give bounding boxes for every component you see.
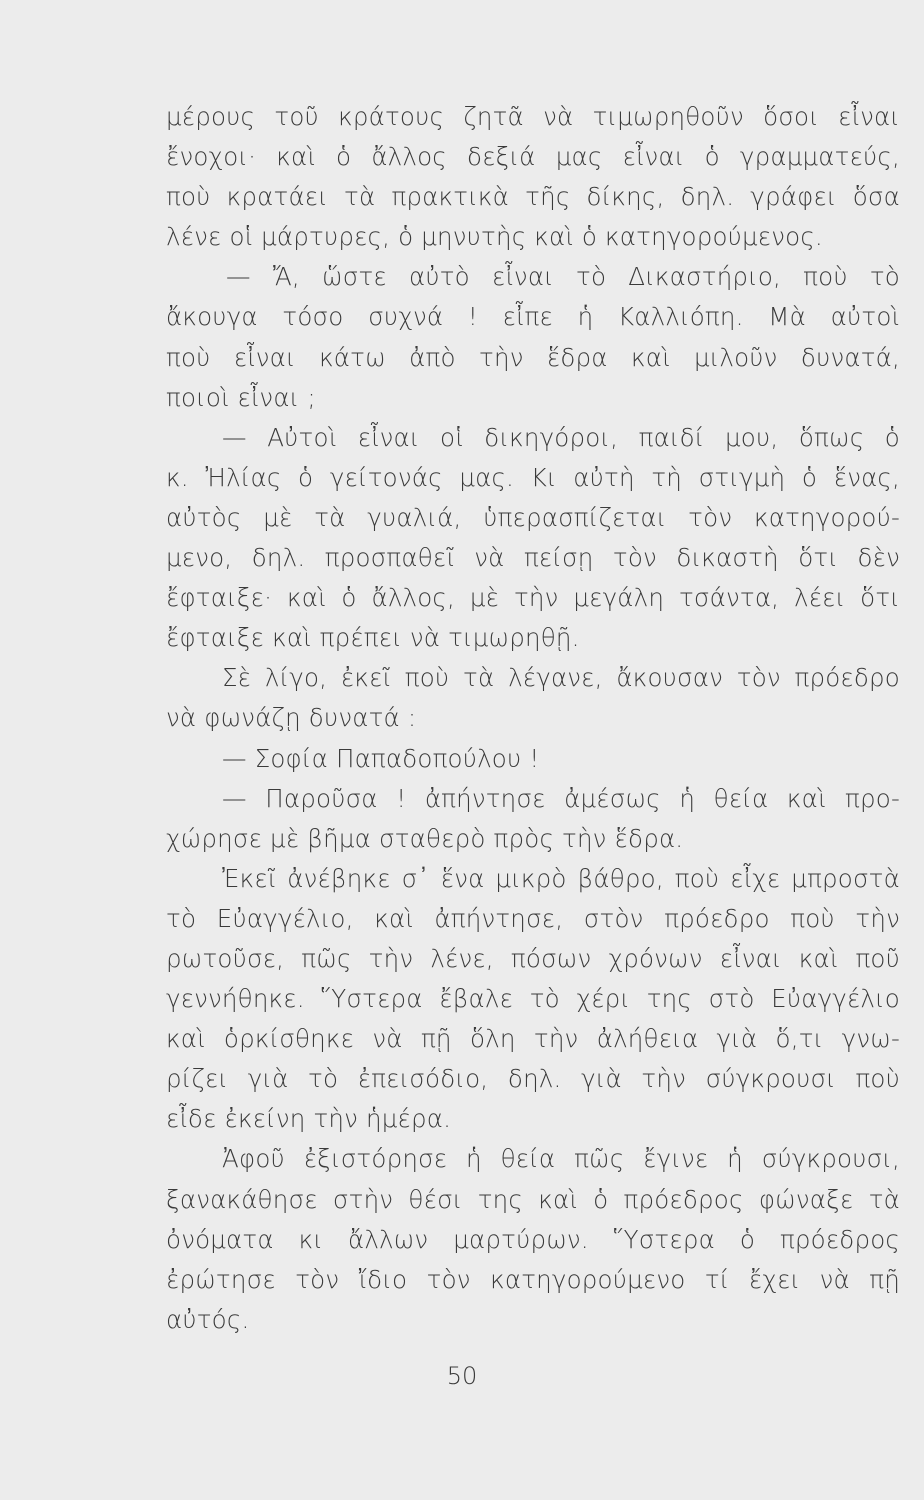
text-line: ἐρώτησε τὸν ἴδιο τὸν κατηγορούμενο τί ἔχει νὰ πῇ <box>166 1264 900 1294</box>
text-line: — Αὐτοὶ εἶναι οἱ δικηγόροι, παιδί μου, ὅπως ὁ <box>222 422 900 452</box>
text-line: μέρους τοῦ κράτους ζητᾶ νὰ τιμωρηθοῦν ὅσοι εἶναι <box>166 102 900 131</box>
text-line: αὐτός. <box>166 1304 250 1334</box>
text-line: — Παροῦσα ! ἀπήντησε ἀμέσως ἡ θεία καὶ προ- <box>222 783 900 813</box>
text-line: Ἀφοῦ ἐξιστόρησε ἡ θεία πῶς ἔγινε ἡ σύγκρουσι, <box>222 1144 900 1174</box>
text-line: ἔφταιξε καὶ πρέπει νὰ τιμωρηθῇ. <box>166 623 580 653</box>
text-line: μενο, δηλ. προσπαθεῖ νὰ πείσῃ τὸν δικαστὴ ὅτι δὲν <box>166 543 900 573</box>
text-line: ρίζει γιὰ τὸ ἐπεισόδιο, δηλ. γιὰ τὴν σύγκρουσι ποὺ <box>166 1064 900 1094</box>
text-line: καὶ ὁρκίσθηκε νὰ πῇ ὅλη τὴν ἀλήθεια γιὰ ὅ,τι γνω- <box>166 1024 900 1054</box>
text-line: χώρησε μὲ βῆμα σταθερὸ πρὸς τὴν ἕδρα. <box>166 823 684 853</box>
text-line: γεννήθηκε. Ὕστερα ἔβαλε τὸ χέρι της στὸ Εὐαγγέλιο <box>166 984 900 1014</box>
text-line: ὀνόματα κι ἄλλων μαρτύρων. Ὕστερα ὁ πρόεδρος <box>166 1224 900 1254</box>
page-number: 50 <box>446 1362 478 1390</box>
text-line: τὸ Εὐαγγέλιο, καὶ ἀπήντησε, στὸν πρόεδρο ποὺ τὴν <box>166 903 900 933</box>
text-line: ποιοὶ εἶναι ; <box>166 382 316 412</box>
text-line: εἶδε ἐκείνη τὴν ἡμέρα. <box>166 1104 452 1134</box>
text-line: ξανακάθησε στὴν θέσι της καὶ ὁ πρόεδρος φώναξε τὰ <box>166 1184 900 1214</box>
text-line: ποὺ εἶναι κάτω ἀπὸ τὴν ἕδρα καὶ μιλοῦν δυνατά, <box>166 342 900 372</box>
text-line: ποὺ κρατάει τὰ πρακτικὰ τῆς δίκης, δηλ. γράφει ὅσα <box>166 182 900 212</box>
text-line: αὐτὸς μὲ τὰ γυαλιά, ὑπερασπίζεται τὸν κατηγορού- <box>166 502 900 532</box>
text-line: Ἐκεῖ ἀνέβηκε σ᾿ ἕνα μικρὸ βάθρο, ποὺ εἶχε μπροστὰ <box>222 863 900 893</box>
text-line: Σὲ λίγο, ἐκεῖ ποὺ τὰ λέγανε, ἄκουσαν τὸν πρόεδρο <box>222 663 900 693</box>
text-line: ἄκουγα τόσο συχνά ! εἶπε ἡ Καλλιόπη. Μὰ αὐτοὶ <box>166 302 900 332</box>
text-line: — Σοφία Παπαδοπούλου ! <box>222 743 540 773</box>
text-line: ρωτοῦσε, πῶς τὴν λένε, πόσων χρόνων εἶναι καὶ ποῦ <box>166 943 900 973</box>
text-line: ἔνοχοι· καὶ ὁ ἄλλος δεξιά μας εἶναι ὁ γραμματεύς, <box>166 142 900 172</box>
text-line: λένε οἱ μάρτυρες, ὁ μηνυτὴς καὶ ὁ κατηγορούμενος. <box>166 222 823 252</box>
text-line: ἔφταιξε· καὶ ὁ ἄλλος, μὲ τὴν μεγάλη τσάντα, λέει ὅτι <box>166 583 900 613</box>
body-text <box>166 97 900 1340</box>
text-line: νὰ φωνάζῃ δυνατά : <box>166 703 417 733</box>
text-line: κ. Ἠλίας ὁ γείτονάς μας. Κι αὐτὴ τὴ στιγμὴ ὁ ἕνας, <box>166 462 900 492</box>
text-line: — Ἄ, ὥστε αὐτὸ εἶναι τὸ Δικαστήριο, ποὺ τὸ <box>226 262 900 292</box>
